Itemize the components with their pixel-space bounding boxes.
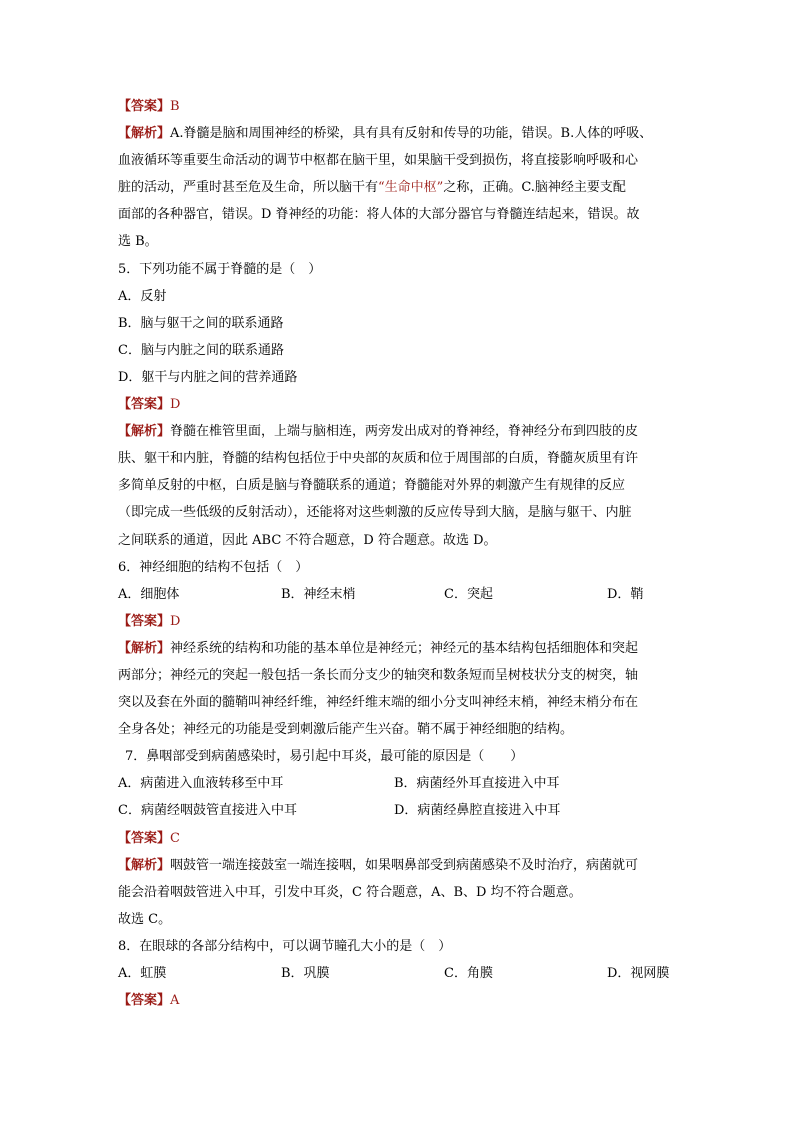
question-stem-8: 8．在眼球的各部分结构中，可以调节瞳孔大小的是（ ） <box>118 938 452 954</box>
answer-line <box>118 987 670 1014</box>
answer-label: 【答案】 <box>118 993 171 1009</box>
option-b: B．巩膜 <box>281 966 330 981</box>
question-stem-7: 7．鼻咽部受到病菌感染时，易引起中耳炎，最可能的原因是（ ） <box>125 749 524 765</box>
analysis-line: 两部分；神经元的突起一般包括一条长而分支少的轴突和数条短而呈树枝状分支的树突，轴 <box>118 667 639 683</box>
analysis-line: 肤、躯干和内脏，脊髓的结构包括位于中央部的灰质和位于周围部的白质，脊髓灰质里有许 <box>118 451 639 467</box>
options-row <box>118 960 670 987</box>
analysis-line: 之间联系的通道，因此 ABC 不符合题意，D 符合题意。故选 D。 <box>118 532 497 548</box>
answer-value: B <box>170 99 180 114</box>
options-row <box>118 797 670 824</box>
option-d: D．鞘 <box>607 586 644 602</box>
analysis-line <box>118 120 670 147</box>
option-c: C．角膜 <box>444 966 493 981</box>
option-a: A．细胞体 <box>118 586 180 602</box>
option-b: B．脑与躯干之间的联系通路 <box>118 315 284 331</box>
options-row <box>118 770 670 797</box>
document-page <box>118 93 670 1014</box>
answer-label: 【答案】 <box>118 397 171 413</box>
answer-label: 【答案】 <box>118 99 171 114</box>
analysis-line <box>118 418 670 445</box>
question-stem-5: 5．下列功能不属于脊髓的是（ ） <box>118 261 322 277</box>
analysis-text: 脊髓在椎管里面，上端与脑相连，两旁发出成对的脊神经，脊神经分布到四肢的皮 <box>170 424 639 440</box>
analysis-text: 神经系统的结构和功能的基本单位是神经元；神经元的基本结构包括细胞体和突起 <box>170 640 639 656</box>
quoted-term: “生命中枢” <box>378 180 444 196</box>
analysis-label: 【解析】 <box>118 126 171 142</box>
analysis-text: 脏的活动，严重时甚至危及生命，所以脑干有 <box>118 180 379 196</box>
analysis-line: 突以及套在外面的髓鞘叫神经纤维，神经纤维末端的细小分支叫神经末梢，神经末梢分布在 <box>118 695 639 711</box>
analysis-text: 咽鼓管一端连接鼓室一端连接咽，如果咽鼻部受到病菌感染不及时治疗，病菌就可 <box>170 857 639 873</box>
option-d: D．躯干与内脏之间的营养通路 <box>118 369 298 385</box>
analysis-line <box>118 852 670 879</box>
analysis-line: （即完成一些低级的反射活动），还能将对这些刺激的反应传导到大脑，是脑与躯干、内脏 <box>118 505 632 521</box>
answer-label: 【答案】 <box>118 613 171 629</box>
answer-line <box>118 825 670 852</box>
analysis-line: 面部的各种器官，错误。D 脊神经的功能：将人体的大部分器官与脊髓连结起来，错误。故 <box>118 207 640 223</box>
option-a: A．反射 <box>118 288 167 304</box>
option-c: C．突起 <box>444 586 493 602</box>
option-a: A．虹膜 <box>118 966 167 981</box>
answer-value: A <box>170 993 180 1009</box>
answer-line <box>118 608 670 635</box>
option-c: C．病菌经咽鼓管直接进入中耳 <box>118 803 297 819</box>
analysis-line: 选 B。 <box>118 234 158 250</box>
option-d: D．视网膜 <box>607 966 670 981</box>
option-a: A．病菌进入血液转移至中耳 <box>118 776 284 792</box>
question-stem-6: 6．神经细胞的结构不包括（ ） <box>118 559 309 575</box>
option-b: B．病菌经外耳直接进入中耳 <box>394 776 560 792</box>
analysis-text: 之称，正确。C.脑神经主要支配 <box>443 180 626 196</box>
option-c: C．脑与内脏之间的联系通路 <box>118 342 284 358</box>
option-b: B．神经末梢 <box>281 586 356 602</box>
options-row <box>118 581 670 608</box>
analysis-line: 多简单反射的中枢，白质是脑与脊髓联系的通道；脊髓能对外界的刺激产生有规律的反应 <box>118 478 626 494</box>
analysis-label: 【解析】 <box>118 857 171 873</box>
analysis-line: 故选 C。 <box>118 911 172 927</box>
analysis-label: 【解析】 <box>118 424 171 440</box>
analysis-line: 全身各处；神经元的功能是受到刺激后能产生兴奋。鞘不属于神经细胞的结构。 <box>118 722 574 738</box>
answer-value: C <box>170 830 180 846</box>
analysis-line: 血液循环等重要生命活动的调节中枢都在脑干里，如果脑干受到损伤，将直接影响呼吸和心 <box>118 153 639 169</box>
analysis-line: 能会沿着咽鼓管进入中耳，引发中耳炎，C 符合题意，A、B、D 均不符合题意。 <box>118 884 582 900</box>
answer-line <box>118 391 670 418</box>
analysis-line <box>118 174 670 201</box>
answer-label: 【答案】 <box>118 830 171 846</box>
answer-line <box>118 93 670 120</box>
analysis-text: A.脊髓是脑和周围神经的桥梁，具有具有反射和传导的功能，错误。B.人体的呼吸、 <box>170 126 653 142</box>
analysis-label: 【解析】 <box>118 640 171 656</box>
option-d: D．病菌经鼻腔直接进入中耳 <box>394 803 561 819</box>
analysis-line <box>118 635 670 662</box>
answer-value: D <box>170 397 181 413</box>
answer-value: D <box>170 613 181 629</box>
